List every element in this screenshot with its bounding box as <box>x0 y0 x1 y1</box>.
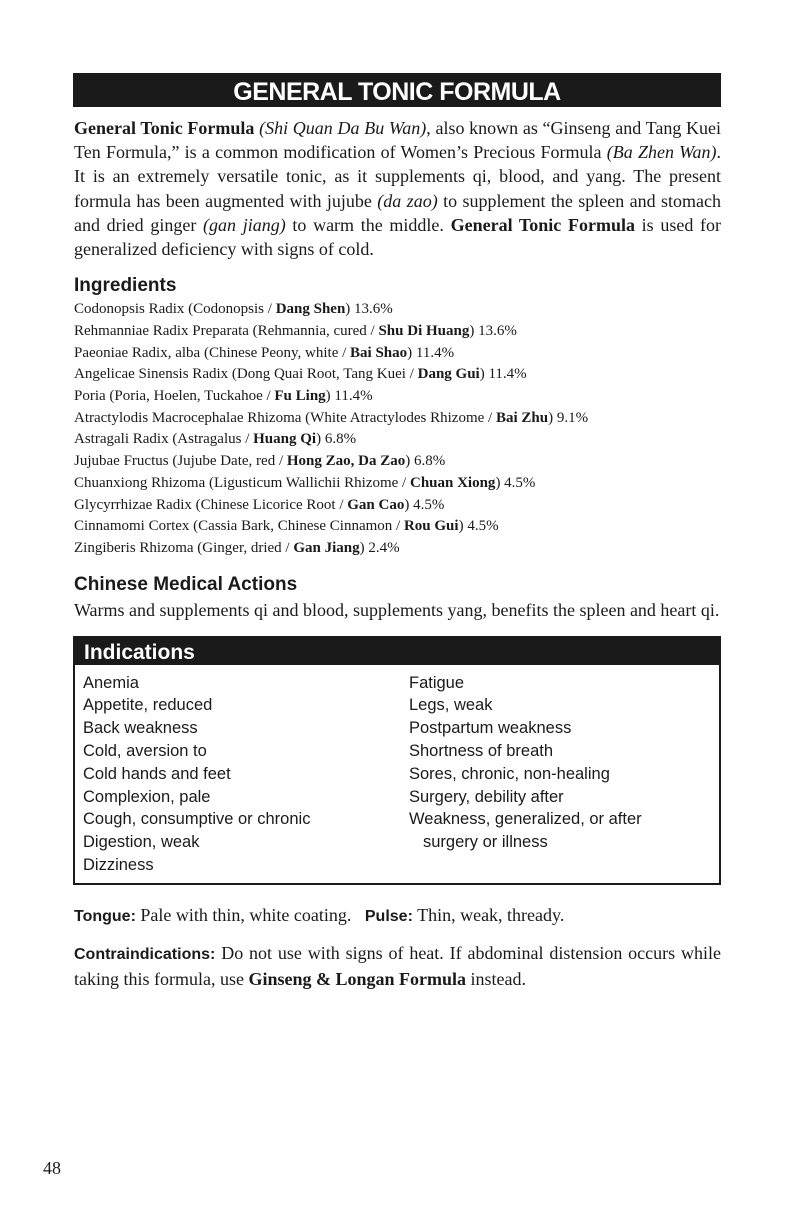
ingredient-name: Astragali Radix (Astragalus / <box>74 431 254 448</box>
intro-paragraph <box>74 116 721 261</box>
intro-run: to supplement the spleen and stomach and dried ginger <box>74 190 721 235</box>
indications-heading: Indications <box>75 638 719 665</box>
contraindications-formula: Ginseng & Longan Formula <box>248 968 467 989</box>
ingredient-name: Chuanxiong Rhizoma (Ligusticum Wallichii Rhizome / <box>74 474 410 491</box>
contraindications-text: Do not use with signs of heat. If abdominal distension occurs while taking this formula, use <box>74 942 722 989</box>
ingredient-name: Paeoniae Radix, alba (Chinese Peony, white / <box>74 344 351 361</box>
ingredient-item <box>74 451 721 473</box>
intro-run: (gan jiang) <box>203 214 286 235</box>
ingredient-percent: ) 11.4% <box>325 388 373 405</box>
ingredient-pinyin: Fu Ling <box>274 388 326 405</box>
indication-item: Surgery, debility after <box>409 787 564 806</box>
indication-item: Dizziness <box>83 856 154 875</box>
tongue-label: Tongue: <box>74 907 136 925</box>
ingredient-percent: ) 4.5% <box>495 474 536 491</box>
ingredient-pinyin: Bai Shao <box>350 344 408 361</box>
tongue-text: Pale with thin, white coating. <box>140 904 352 925</box>
ingredients-heading: Ingredients <box>74 275 177 297</box>
ingredient-pinyin: Dang Shen <box>275 301 346 318</box>
intro-run: , also known as “Ginseng and Tang Kuei Ten Formula,” is a common modification of Women’s Precious Formula <box>74 118 722 163</box>
ingredient-item <box>74 343 721 365</box>
ingredient-name: Codonopsis Radix (Codonopsis / <box>74 301 276 318</box>
indication-item: surgery or illness <box>423 833 548 852</box>
page-content <box>73 73 721 991</box>
contraindications-end: instead. <box>466 968 527 989</box>
ingredient-pinyin: Hong Zao, Da Zao <box>286 453 406 470</box>
ingredient-percent: ) 6.8% <box>405 453 446 470</box>
page-number: 48 <box>43 1158 61 1178</box>
indication-item: Cold hands and feet <box>83 764 231 783</box>
intro-run: to warm the middle. <box>285 214 451 235</box>
ingredient-name: Zingiberis Rhizoma (Ginger, dried / <box>74 539 294 556</box>
ingredient-name: Atractylodis Macrocephalae Rhizoma (White Atractylodes Rhizome / <box>74 409 496 426</box>
indication-item: Shortness of breath <box>409 742 554 761</box>
indication-item: Digestion, weak <box>83 833 200 852</box>
ingredient-name: Glycyrrhizae Radix (Chinese Licorice Root / <box>74 496 348 513</box>
pulse-text: Thin, weak, thready. <box>417 904 565 925</box>
ingredient-item <box>74 408 721 430</box>
ingredient-name: Angelicae Sinensis Radix (Dong Quai Root, Tang Kuei / <box>74 366 418 383</box>
indications-column-2 <box>409 672 719 877</box>
indications-body <box>75 665 719 883</box>
ingredient-pinyin: Shu Di Huang <box>378 322 470 339</box>
ingredient-name: Rehmanniae Radix Preparata (Rehmannia, cured / <box>74 322 379 339</box>
ingredient-pinyin: Bai Zhu <box>495 409 549 426</box>
ingredient-percent: ) 9.1% <box>548 409 589 426</box>
indication-item: Cough, consumptive or chronic <box>83 810 311 829</box>
ingredient-item <box>74 495 721 517</box>
indication-item: Fatigue <box>409 673 465 692</box>
ingredients-list <box>74 299 721 559</box>
intro-run: (da zao) <box>377 190 438 211</box>
ingredient-pinyin: Rou Gui <box>403 518 459 535</box>
ingredient-pinyin: Gan Cao <box>347 496 405 513</box>
ingredient-item <box>74 321 721 343</box>
intro-run: General Tonic Formula <box>74 118 255 138</box>
ingredient-pinyin: Huang Qi <box>253 431 317 448</box>
ingredient-item <box>74 364 721 386</box>
tongue-pulse-line <box>74 903 721 929</box>
intro-run: is used for generalized deficiency with signs of cold. <box>74 214 722 260</box>
intro-run: (Ba Zhen Wan) <box>606 142 717 163</box>
indications-column-1 <box>83 672 409 877</box>
page-title: GENERAL TONIC FORMULA <box>73 73 721 107</box>
ingredient-percent: ) 13.6% <box>345 301 393 318</box>
actions-text: Warms and supplements qi and blood, supplements yang, benefits the spleen and heart qi. <box>74 599 720 620</box>
indication-item: Weakness, generalized, or after <box>409 810 642 829</box>
ingredient-item <box>74 299 721 321</box>
indication-item: Sores, chronic, non-healing <box>409 764 610 783</box>
ingredient-percent: ) 6.8% <box>316 431 357 448</box>
indication-item: Complexion, pale <box>83 787 211 806</box>
contraindications-paragraph <box>74 941 721 991</box>
ingredient-percent: ) 11.4% <box>407 344 455 361</box>
ingredient-pinyin: Chuan Xiong <box>409 474 496 491</box>
ingredient-name: Poria (Poria, Hoelen, Tuckahoe / <box>74 388 275 405</box>
ingredient-item <box>74 516 721 538</box>
indication-item: Anemia <box>83 673 139 692</box>
intro-run: . It is an extremely versatile tonic, as it supplements qi, blood, and yang. The present formula has been augmented with jujube <box>74 142 722 211</box>
actions-heading: Chinese Medical Actions <box>74 573 298 595</box>
ingredient-percent: ) 2.4% <box>359 539 400 556</box>
ingredient-item <box>74 386 721 408</box>
ingredient-percent: ) 13.6% <box>469 322 517 339</box>
intro-run: General Tonic Formula <box>450 214 635 235</box>
ingredient-percent: ) 11.4% <box>479 366 527 383</box>
ingredient-name: Jujubae Fructus (Jujube Date, red / <box>74 453 287 470</box>
indication-item: Cold, aversion to <box>83 742 207 761</box>
indication-item: Appetite, reduced <box>83 696 213 715</box>
contraindications-label: Contraindications: <box>74 945 216 963</box>
indication-item: Legs, weak <box>409 696 493 715</box>
ingredient-percent: ) 4.5% <box>458 518 499 535</box>
indications-box <box>73 636 721 885</box>
ingredient-name: Cinnamomi Cortex (Cassia Bark, Chinese Cinnamon / <box>74 518 404 535</box>
pulse-label: Pulse: <box>364 907 413 925</box>
ingredient-pinyin: Dang Gui <box>417 366 480 383</box>
ingredient-pinyin: Gan Jiang <box>293 539 360 556</box>
ingredient-percent: ) 4.5% <box>404 496 445 513</box>
ingredient-item <box>74 473 721 495</box>
indication-item: Postpartum weakness <box>409 719 572 738</box>
indication-item: Back weakness <box>83 719 198 738</box>
intro-run: (Shi Quan Da Bu Wan) <box>259 118 427 138</box>
ingredient-item <box>74 538 721 560</box>
ingredient-item <box>74 429 721 451</box>
